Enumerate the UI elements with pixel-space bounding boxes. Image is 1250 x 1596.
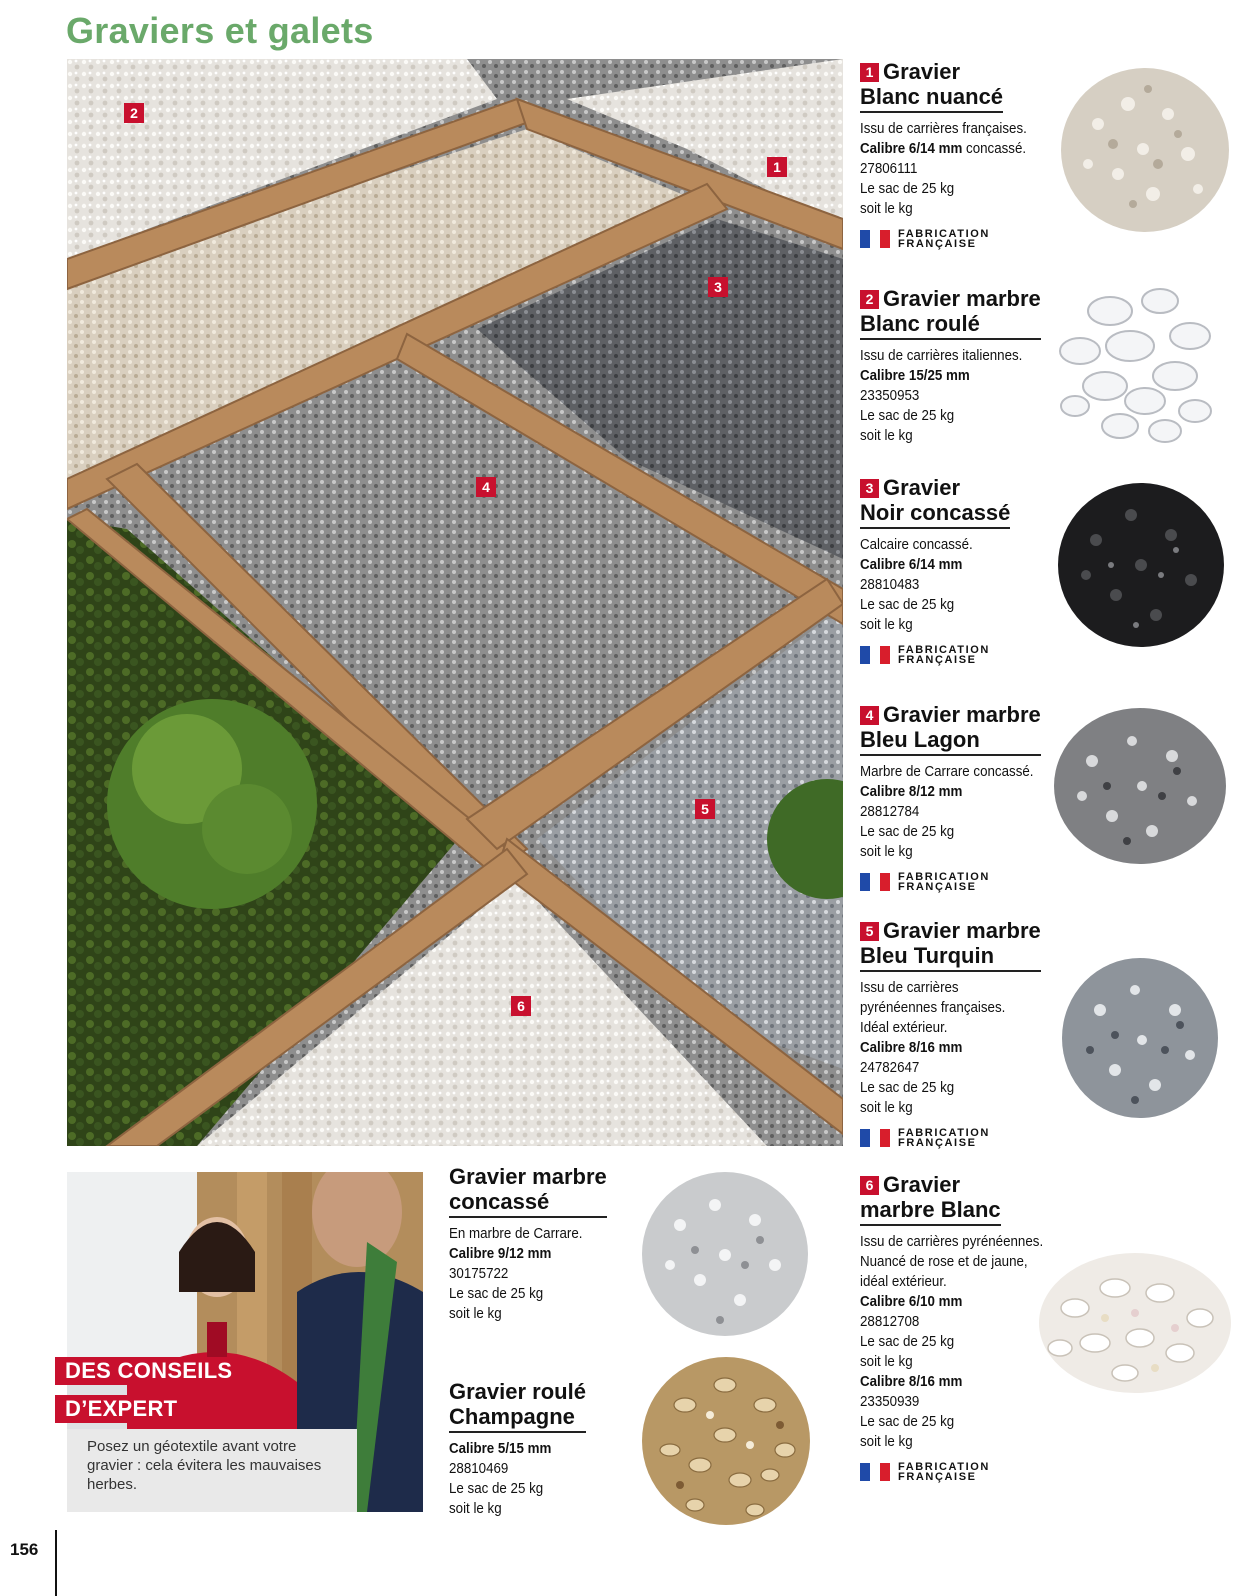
made-in-france-label: FABRICATION FRANÇAISE	[860, 1462, 1070, 1482]
photo-marker-2: 2	[124, 103, 144, 123]
white-pebbles-swatch	[1050, 276, 1222, 448]
expert-tag-line2: D’EXPERT	[55, 1395, 187, 1423]
product-number-badge: 3	[860, 479, 879, 498]
gravel-beds-photo	[67, 59, 843, 1146]
made-in-france-label: FABRICATION FRANÇAISE	[860, 872, 1070, 892]
product-number-badge: 2	[860, 290, 879, 309]
product-title	[860, 59, 1003, 113]
product-1	[860, 59, 1070, 249]
grey-gravel-swatch	[1052, 706, 1228, 866]
product-number-badge: 5	[860, 922, 879, 941]
france-flag-icon	[860, 646, 890, 664]
product-title-line2: Blanc nuancé	[860, 84, 1004, 109]
product-details: Issu de carrières pyrénéennes. Nuancé de rose et de jaune, idéal extérieur. Calibre 6/10 mm 28812708 Le sac de 25 kg soit le kg Calibre 8/16 mm 23350939 Le sac de 25 kg soit le kg	[860, 1234, 1044, 1450]
product-title: Gravier marbre concassé	[449, 1164, 607, 1218]
detail-line: 27806111	[860, 161, 918, 177]
france-flag-icon	[860, 230, 890, 248]
page-number-rule	[55, 1530, 57, 1596]
france-flag-icon	[860, 873, 890, 891]
photo-marker-1: 1	[767, 157, 787, 177]
product-number-badge: 6	[860, 1176, 879, 1195]
product-details: Calibre 5/15 mm 28810469 Le sac de 25 kg soit le kg	[449, 1441, 552, 1517]
champagne-pebbles-swatch	[640, 1355, 812, 1527]
made-in-france-label: FABRICATION FRANÇAISE	[860, 229, 1070, 249]
product-number-badge: 1	[860, 63, 879, 82]
product-details: En marbre de Carrare. Calibre 9/12 mm 30175722 Le sac de 25 kg soit le kg	[449, 1226, 583, 1322]
product-4	[860, 702, 1070, 892]
product-roule-champagne	[449, 1379, 659, 1519]
product-details: Issu de carrières italiennes. Calibre 15/25 mm 23350953 Le sac de 25 kg soit le kg	[860, 348, 1023, 444]
black-gravel-swatch	[1056, 480, 1226, 650]
detail-line: Issu de carrières françaises.	[860, 121, 1027, 137]
product-title: 6 Gravier marbre Blanc	[860, 1172, 1001, 1226]
made-in-france-label: FABRICATION FRANÇAISE	[860, 645, 1070, 665]
product-title: 2 Gravier marbre Blanc roulé	[860, 286, 1041, 340]
photo-marker-3: 3	[708, 277, 728, 297]
product-5	[860, 918, 1070, 1148]
detail-line: Calibre 6/14 mm concassé.	[860, 141, 1027, 157]
product-details: Issu de carrières pyrénéennes françaises. Idéal extérieur. Calibre 8/16 mm 24782647 Le sac de 25 kg soit le kg	[860, 980, 1006, 1116]
light-grey-gravel-swatch	[640, 1170, 810, 1338]
blue-grey-gravel-swatch	[1060, 955, 1220, 1121]
product-number-badge: 4	[860, 706, 879, 725]
expert-tip: Posez un géotextile avant votre gravier : cela évitera les mauvaises herbes.	[67, 1429, 357, 1512]
product-title-line1: Gravier	[883, 59, 961, 84]
detail-line: Le sac de 25 kg	[860, 181, 955, 197]
page-title: Graviers et galets	[66, 10, 374, 51]
photo-marker-6: 6	[511, 996, 531, 1016]
product-title: 3 Gravier Noir concassé	[860, 475, 1010, 529]
white-gravel-swatch	[1058, 64, 1232, 236]
page-number: 156	[10, 1540, 39, 1559]
france-flag-icon	[860, 1463, 890, 1481]
photo-marker-4: 4	[476, 477, 496, 497]
expert-tag-line1: DES CONSEILS	[55, 1357, 242, 1385]
white-marble-swatch	[1035, 1248, 1235, 1398]
product-title: 5 Gravier marbre Bleu Turquin	[860, 918, 1041, 972]
product-details	[860, 119, 1053, 219]
product-2	[860, 286, 1070, 446]
product-title: Gravier roulé Champagne	[449, 1379, 586, 1433]
product-details: Marbre de Carrare concassé. Calibre 8/12 mm 28812784 Le sac de 25 kg soit le kg	[860, 764, 1034, 860]
detail-line: soit le kg	[860, 201, 913, 217]
product-3	[860, 475, 1070, 665]
product-title: 4 Gravier marbre Bleu Lagon	[860, 702, 1041, 756]
made-in-france-label: FABRICATION FRANÇAISE	[860, 1128, 1070, 1148]
product-marbre-concasse	[449, 1164, 659, 1324]
product-details: Calcaire concassé. Calibre 6/14 mm 28810483 Le sac de 25 kg soit le kg	[860, 537, 973, 633]
photo-marker-5: 5	[695, 799, 715, 819]
france-flag-icon	[860, 1129, 890, 1147]
